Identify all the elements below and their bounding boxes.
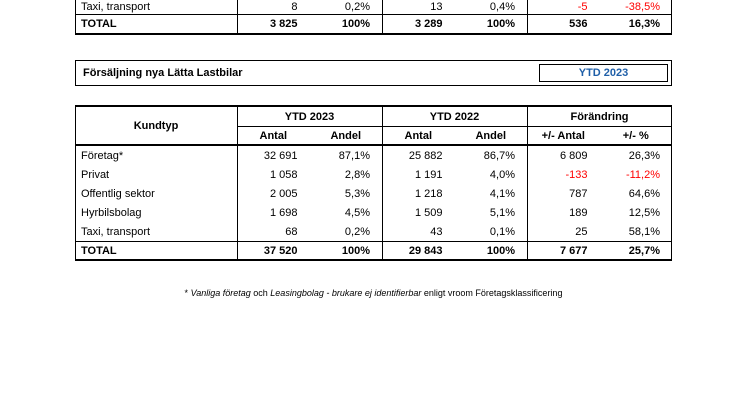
table-cell: 3 289: [414, 18, 443, 30]
table-cell: -38,5%: [625, 1, 660, 13]
row-label: TOTAL: [81, 244, 117, 257]
total-row: [75, 15, 672, 35]
table-cell: 6 809: [559, 149, 588, 162]
row-label: Taxi, transport: [81, 1, 151, 13]
table-cell: 2 005: [269, 187, 298, 200]
upper-table: [75, 0, 672, 35]
table-cell: 87,1%: [338, 149, 370, 162]
table-row: [75, 184, 672, 203]
table-cell: 0,2%: [344, 225, 370, 238]
section-header: [75, 60, 672, 86]
vertical-divider: [237, 0, 238, 35]
row-label: Offentlig sektor: [81, 187, 155, 200]
footnote-text: Vanliga företag: [190, 288, 251, 298]
table-cell: 0,4%: [489, 1, 515, 13]
table-cell: 3 825: [269, 18, 298, 30]
main-table: [75, 105, 672, 261]
table-row: [75, 222, 672, 241]
table-cell: 100%: [341, 18, 370, 30]
table-cell: 100%: [486, 18, 515, 30]
table-cell: 43: [430, 225, 443, 238]
table-cell: 64,6%: [628, 187, 660, 200]
column-header: +/- Antal: [541, 129, 585, 142]
column-header: Andel: [330, 129, 362, 142]
table-cell: 25,7%: [628, 244, 660, 257]
vertical-divider: [527, 0, 528, 35]
table-row: [75, 165, 672, 184]
row-label: Taxi, transport: [81, 225, 151, 238]
table-header: [75, 105, 672, 146]
total-row: [75, 241, 672, 261]
column-header: Antal: [404, 129, 432, 142]
table-cell: -5: [577, 1, 588, 13]
table-cell: 0,1%: [489, 225, 515, 238]
section-title: Försäljning nya Lätta Lastbilar: [83, 67, 243, 79]
table-cell: 1 191: [414, 168, 443, 181]
table-row: [75, 203, 672, 222]
table-cell: -133: [565, 168, 588, 181]
footnote-text: Leasingbolag - brukare ej identifierbar: [270, 288, 422, 298]
corner-header: Kundtyp: [133, 119, 179, 132]
ytd-badge: YTD 2023: [539, 64, 668, 82]
group-header: Förändring: [527, 107, 672, 127]
table-cell: 4,1%: [489, 187, 515, 200]
table-cell: 8: [291, 1, 298, 13]
table-cell: 25 882: [408, 149, 443, 162]
group-header: YTD 2022: [382, 107, 527, 127]
table-cell: 4,5%: [344, 206, 370, 219]
table-cell: 2,8%: [344, 168, 370, 181]
table-cell: 58,1%: [628, 225, 660, 238]
footnote-text: och: [250, 288, 271, 298]
table-cell: 16,3%: [628, 18, 660, 30]
table-cell: 1 698: [269, 206, 298, 219]
table-row: [75, 0, 672, 15]
vertical-divider: [671, 0, 672, 35]
table-cell: 37 520: [263, 244, 298, 257]
column-header: Andel: [475, 129, 507, 142]
column-header: Antal: [259, 129, 287, 142]
table-cell: 4,0%: [489, 168, 515, 181]
table-cell: 1 509: [414, 206, 443, 219]
table-cell: 25: [575, 225, 588, 238]
row-label: Företag*: [81, 149, 124, 162]
table-cell: 1 218: [414, 187, 443, 200]
table-cell: 32 691: [263, 149, 298, 162]
table-cell: 13: [430, 1, 443, 13]
column-header: +/- %: [622, 129, 649, 142]
footnote: [75, 288, 672, 298]
row-label: TOTAL: [81, 18, 117, 30]
footnote-text: enligt vroom Företagsklassificering: [421, 288, 563, 298]
table-cell: 68: [285, 225, 298, 238]
table-cell: 86,7%: [483, 149, 515, 162]
table-cell: 5,3%: [344, 187, 370, 200]
row-label: Privat: [81, 168, 110, 181]
table-cell: 26,3%: [628, 149, 660, 162]
table-cell: 5,1%: [489, 206, 515, 219]
table-cell: 189: [569, 206, 588, 219]
table-cell: -11,2%: [625, 168, 660, 181]
footnote-text: *: [184, 288, 191, 298]
table-cell: 787: [569, 187, 588, 200]
table-cell: 100%: [341, 244, 370, 257]
table-cell: 29 843: [408, 244, 443, 257]
row-label: Hyrbilsbolag: [81, 206, 142, 219]
group-header: YTD 2023: [237, 107, 382, 127]
table-cell: 0,2%: [344, 1, 370, 13]
table-cell: 7 677: [559, 244, 588, 257]
vertical-divider: [75, 0, 76, 35]
table-cell: 1 058: [269, 168, 298, 181]
table-row: [75, 146, 672, 165]
table-cell: 12,5%: [628, 206, 660, 219]
table-cell: 536: [569, 18, 588, 30]
vertical-divider: [382, 0, 383, 35]
table-cell: 100%: [486, 244, 515, 257]
